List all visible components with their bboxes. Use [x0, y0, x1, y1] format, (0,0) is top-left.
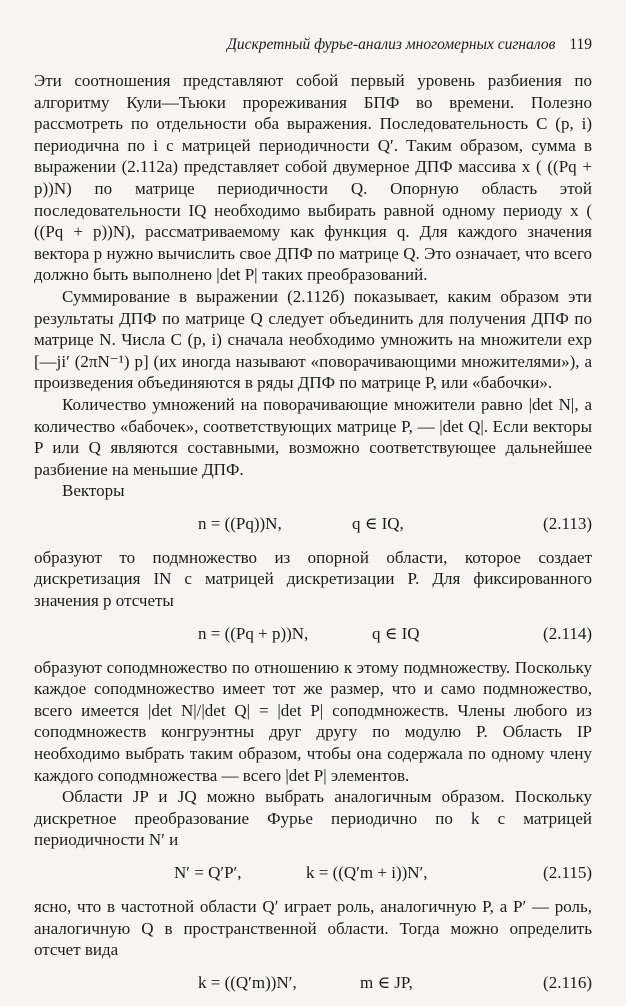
equation-rhs: q ∈ IQ,: [352, 513, 404, 533]
paragraph-8: ясно, что в частотной области Q′ играет роль, аналогичную P, а P′ — роль, аналогичную Q в пространственной области. Тогда можно определить отсчет вида: [34, 897, 592, 960]
paragraph-5: образуют то подмножество из опорной области, которое создает дискретизация IN с матрицей дискретизации P. Для фиксированного значения p отсчеты: [34, 547, 592, 611]
equation-2-114: [34, 623, 592, 645]
equation-rhs: m ∈ JP,: [360, 972, 413, 992]
running-title: Дискретный фурье-анализ многомерных сигналов: [226, 36, 556, 53]
equation-2-115: [34, 862, 592, 884]
paragraph-2: Суммирование в выражении (2.112б) показывает, каким образом эти результаты ДПФ по матрице Q следует объединить для получения ДПФ по матрице N. Числа C (p, i) сначала необходимо умножить на множители exp [—ji′ (2πN⁻¹) p] (их иногда называют «поворачивающими множителями»), а произведения объединяются в ряды ДПФ по матрице P, или «бабочки».: [34, 286, 592, 393]
equation-lhs: n = ((Pq))N,: [198, 513, 282, 533]
equation-lhs: n = ((Pq + p))N,: [198, 623, 309, 643]
equation-number: (2.116): [543, 972, 592, 992]
equation-number: (2.113): [543, 513, 592, 533]
equation-2-113: [34, 513, 592, 535]
page-header: [34, 36, 592, 54]
paragraph-6: образуют соподмножество по отношению к этому подмножеству. Поскольку каждое соподмножество имеет тот же размер, что и само подмножество, всего имеется |det N|/|det Q| = |det P| соподмножеств. Члены любого из соподмножеств конгруэнтны друг другу по модулю P. Область IP необходимо выбрать таким образом, чтобы она содержала по одному члену каждого соподмножества — всего |det P| элементов.: [34, 657, 592, 785]
equation-number: (2.114): [543, 623, 592, 643]
paragraph-3: Количество умножений на поворачивающие множители равно |det N|, а количество «бабочек», соответствующих матрице P, — |det Q|. Если векторы P или Q являются составными, возможно соответствующее дальнейшее разбиение на меньшие ДПФ.: [34, 394, 592, 479]
paragraph-1: Эти соотношения представляют собой первый уровень разбиения по алгоритму Кули—Тьюки прореживания БПФ во времени. Полезно рассмотреть по отдельности оба выражения. Последовательность C (p, i) периодична по i с матрицей периодичности Q′. Таким образом, сумма в выражении (2.112а) представляет собой двумерное ДПФ массива x ( ((Pq + p))N) по матрице периодичности Q. Опорную область этой последовательности IQ необходимо выбирать равной одному периоду x ( ((Pq + p))N), рассматриваемому как функция q. Для каждого значения вектора p нужно вычислить свое ДПФ по матрице Q. Это означает, что всего должно быть выполнено |det P| таких преобразований.: [34, 71, 592, 285]
equation-rhs: k = ((Q′m + i))N′,: [306, 863, 428, 882]
equation-number: (2.115): [543, 863, 592, 882]
page-body: [34, 70, 592, 1006]
equation-lhs: N′ = Q′P′,: [174, 863, 242, 882]
equation-2-116: [34, 972, 592, 994]
page-number: 119: [569, 36, 592, 53]
equation-rhs: q ∈ IQ: [372, 623, 420, 643]
paragraph-4: Векторы: [62, 481, 125, 501]
equation-lhs: k = ((Q′m))N′,: [198, 972, 297, 992]
paragraph-7: Области JP и JQ можно выбрать аналогичным образом. Поскольку дискретное преобразование Фурье периодично по k с матрицей периодичности N′ и: [34, 787, 592, 850]
